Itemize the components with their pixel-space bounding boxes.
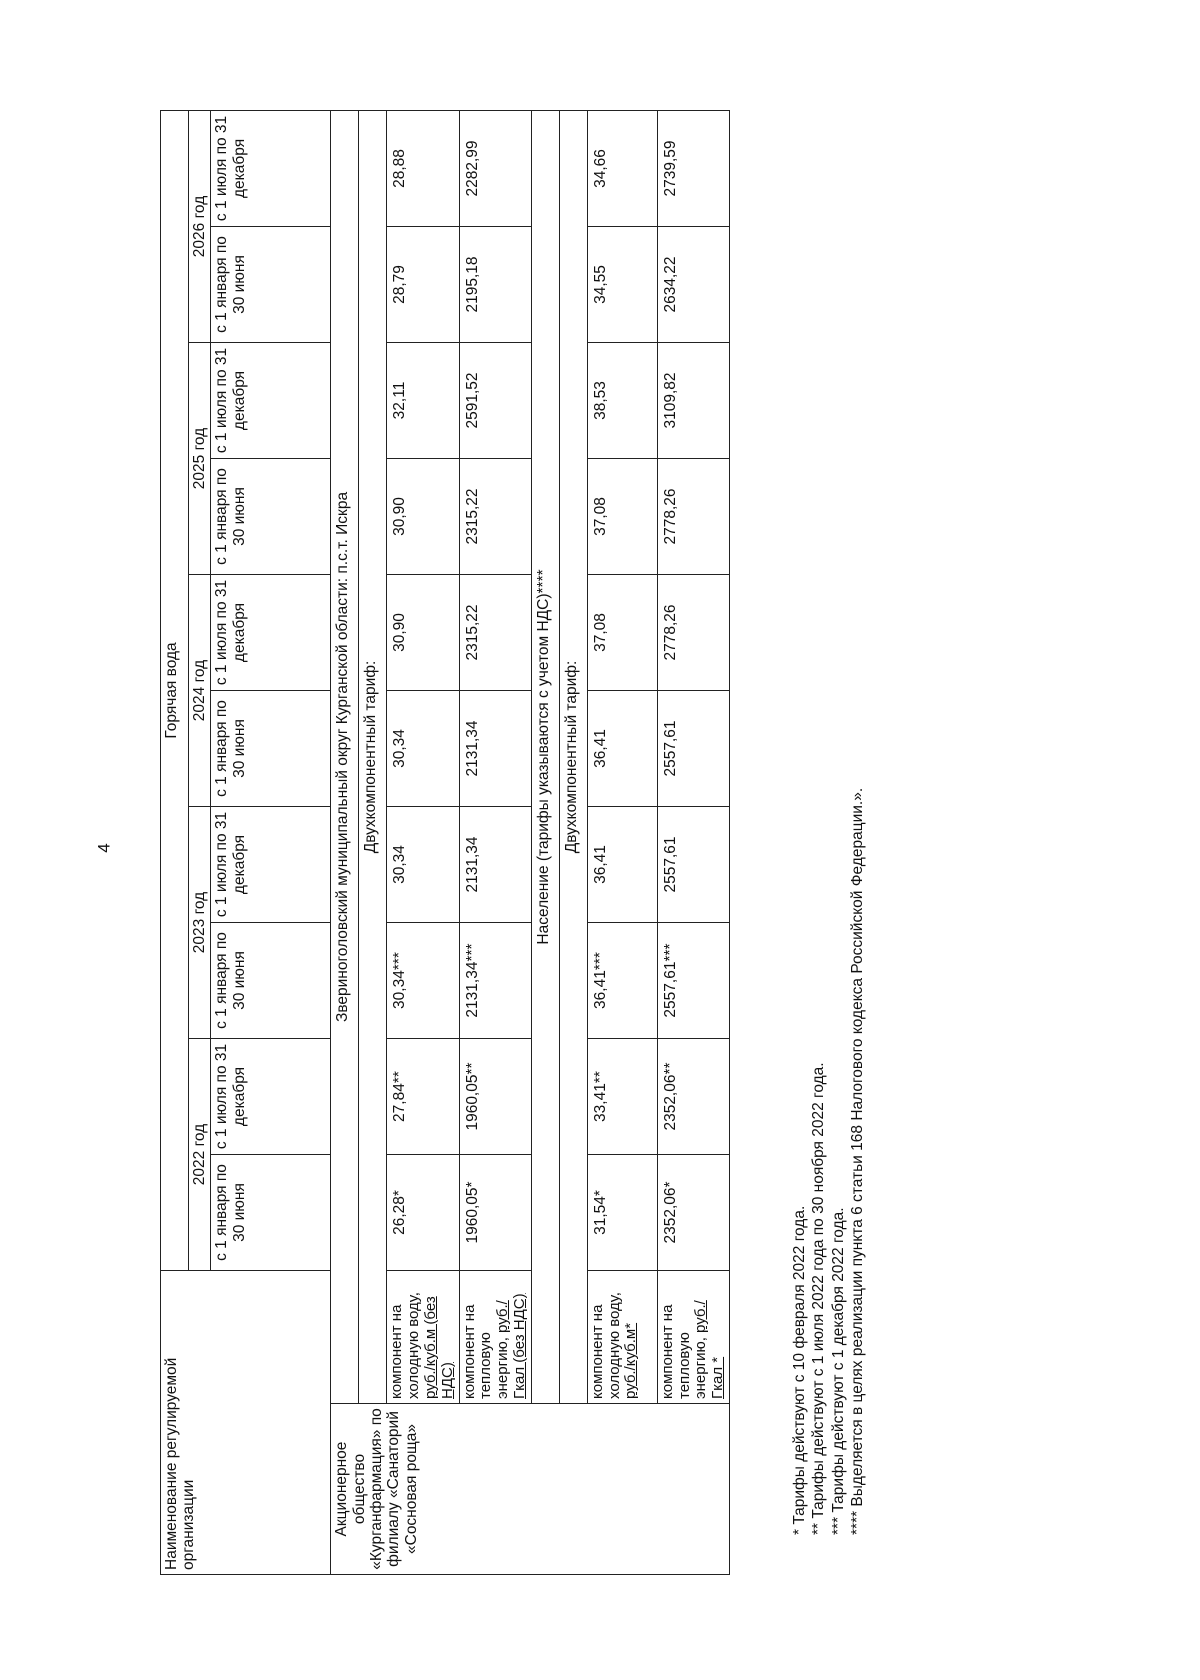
row-label-unit: руб./Гкал *	[692, 1300, 727, 1399]
period-header: с 1 июля по 31 декабря	[211, 1039, 331, 1155]
page-number: 4	[94, 843, 114, 853]
tariff-cell: 28,88	[387, 110, 459, 226]
org-column-header: Наименование регулируемой организации	[161, 1271, 331, 1575]
tariff-cell: 2315,22	[459, 575, 531, 691]
tariff-cell: 3109,82	[657, 343, 729, 459]
tariff-cell: 30,34	[387, 691, 459, 807]
tariff-table	[160, 110, 730, 1575]
footnote: **** Выделяется в целях реализации пункта 6 статьи 168 Налогового кодекса Российской Федерации.».	[849, 787, 867, 1535]
tariff-cell: 2591,52	[459, 343, 531, 459]
tariff-cell: 2131,34	[459, 807, 531, 923]
period-header: с 1 июля по 31 декабря	[211, 343, 331, 459]
tariff-cell: 38,53	[587, 343, 657, 459]
hot-water-header: Горячая вода	[161, 110, 189, 1270]
period-header: с 1 января по 30 июня	[211, 923, 331, 1039]
tariff-cell: 2778,26	[657, 575, 729, 691]
tariff-cell: 26,28*	[387, 1155, 459, 1271]
tariff-cell: 27,84**	[387, 1039, 459, 1155]
tariff-cell: 2131,34***	[459, 923, 531, 1039]
tariff-cell: 36,41***	[587, 923, 657, 1039]
tariff-cell: 2195,18	[459, 227, 531, 343]
footnote: ** Тарифы действуют с 1 июля 2022 года по 30 ноября 2022 года.	[810, 1062, 828, 1535]
tariff-cell: 30,34	[387, 807, 459, 923]
table-row	[657, 110, 729, 1574]
footnotes	[790, 787, 868, 1535]
population-row: Население (тарифы указываются с учетом НДС)****	[531, 110, 559, 1403]
tariff-cell: 1960,05*	[459, 1155, 531, 1271]
tariff-cell: 33,41**	[587, 1039, 657, 1155]
tariff-cell: 28,79	[387, 227, 459, 343]
organization-name: Акционерное общество «Курганфармация» по филиалу «Санаторий «Сосновая роща»	[331, 1404, 730, 1575]
period-header: с 1 января по 30 июня	[211, 691, 331, 807]
row-label-text: компонент на холодную воду,	[388, 1292, 423, 1399]
footnote: * Тарифы действуют с 10 февраля 2022 года.	[791, 1205, 808, 1535]
period-header: с 1 января по 30 июня	[211, 227, 331, 343]
table-row	[387, 110, 459, 1574]
tariff-cell: 2557,61	[657, 807, 729, 923]
tariff-cell: 2557,61***	[657, 923, 729, 1039]
table-row	[587, 110, 657, 1574]
period-header: с 1 июля по 31 декабря	[211, 575, 331, 691]
tariff-cell: 2131,34	[459, 691, 531, 807]
row-label-unit: руб./Гкал (без НДС)	[494, 1293, 528, 1399]
tariff-cell: 37,08	[587, 459, 657, 575]
row-label-unit: руб./куб.м*	[622, 1322, 640, 1399]
tariff-cell: 2557,61	[657, 691, 729, 807]
tariff-cell: 2315,22	[459, 459, 531, 575]
tariff-cell: 30,90	[387, 459, 459, 575]
period-header: с 1 июля по 31 декабря	[211, 807, 331, 923]
tariff-cell: 2634,22	[657, 227, 729, 343]
year-header-2025: 2025 год	[189, 343, 211, 575]
tariff-type-row: Двухкомпонентный тариф:	[359, 110, 387, 1403]
tariff-cell: 30,34***	[387, 923, 459, 1039]
district-row: Звериноголовский муниципальный округ Курганской области: п.с.т. Искра	[331, 110, 359, 1403]
tariff-table-rotated	[160, 110, 730, 1575]
tariff-cell: 30,90	[387, 575, 459, 691]
tariff-cell: 36,41	[587, 807, 657, 923]
tariff-cell: 36,41	[587, 691, 657, 807]
year-header-2024: 2024 год	[189, 575, 211, 807]
period-header: с 1 июля по 31 декабря	[211, 110, 331, 226]
tariff-cell: 32,11	[387, 343, 459, 459]
row-label	[459, 1271, 531, 1404]
tariff-cell: 2282,99	[459, 110, 531, 226]
row-label-text: компонент на холодную воду,	[588, 1292, 623, 1399]
year-header-2023: 2023 год	[189, 807, 211, 1039]
tariff-cell: 31,54*	[587, 1155, 657, 1271]
footnote: *** Тарифы действуют с 1 декабря 2022 года.	[829, 1207, 847, 1535]
row-label	[657, 1271, 729, 1404]
tariff-cell: 34,66	[587, 110, 657, 226]
row-label-text: компонент на тепловую энергию,	[460, 1304, 512, 1399]
row-label-text: компонент на тепловую энергию,	[658, 1304, 710, 1399]
tariff-type-row: Двухкомпонентный тариф:	[559, 110, 587, 1403]
row-label-unit: руб./куб.м (без НДС)	[421, 1296, 456, 1399]
year-header-2022: 2022 год	[189, 1039, 211, 1271]
tariff-cell: 34,55	[587, 227, 657, 343]
tariff-cell: 1960,05**	[459, 1039, 531, 1155]
period-header: с 1 января по 30 июня	[211, 459, 331, 575]
tariff-cell: 2739,59	[657, 110, 729, 226]
year-header-2026: 2026 год	[189, 110, 211, 342]
row-label	[387, 1271, 459, 1404]
tariff-cell: 37,08	[587, 575, 657, 691]
tariff-cell: 2352,06**	[657, 1039, 729, 1155]
tariff-cell: 2352,06*	[657, 1155, 729, 1271]
period-header: с 1 января по 30 июня	[211, 1155, 331, 1271]
tariff-cell: 2778,26	[657, 459, 729, 575]
row-label	[587, 1271, 657, 1404]
table-row	[459, 110, 531, 1574]
